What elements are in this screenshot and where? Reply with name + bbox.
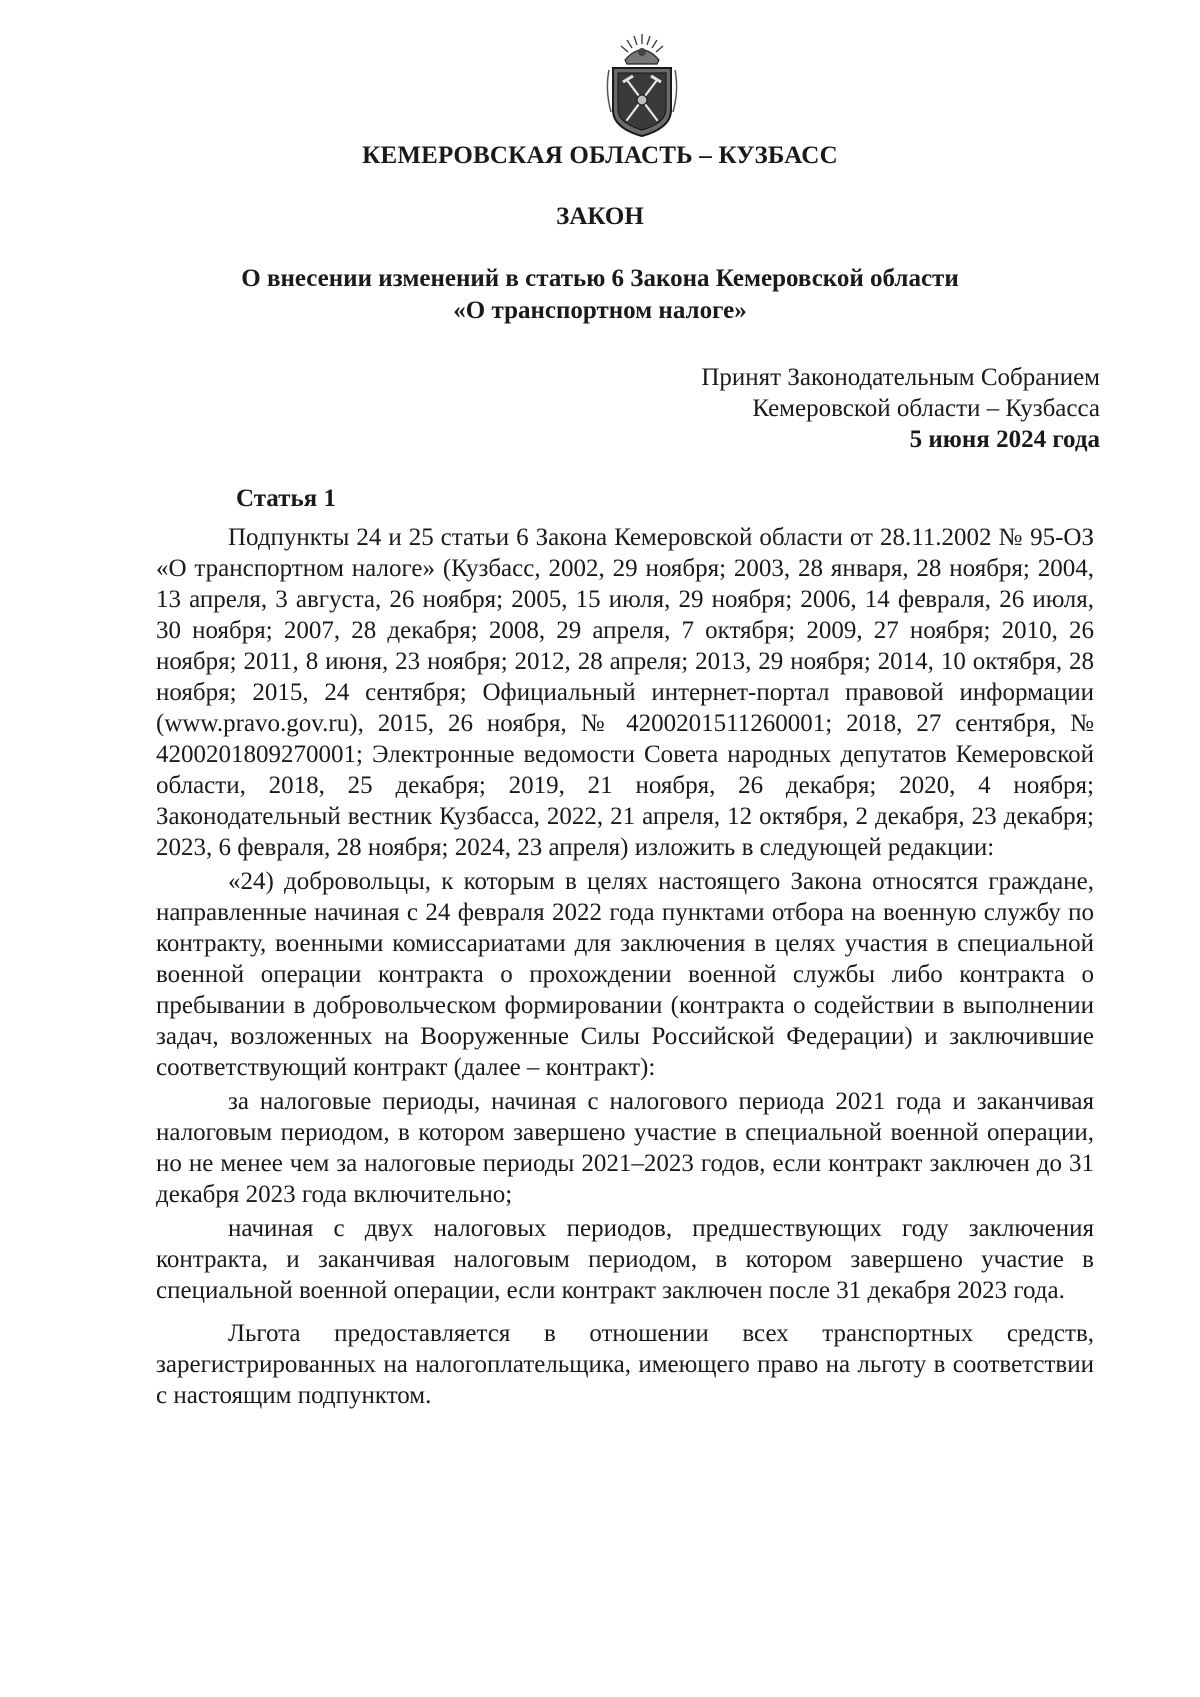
paragraph: «24) добровольцы, к которым в целях настоящего Закона относятся граждане, направленные начиная с 24 февраля 2022 года пунктами отбора на военную службу по контракту, военными комиссариатами для заключения в целях участия в специальной военной операции контракта о прохождении военной службы либо контракта о пребывании в добровольческом формировании (контракта о содействии в выполнении задач, возложенных на Вооруженные Силы Российской Федерации) и заключившие соответствующий контракт (далее – контракт): bbox=[156, 868, 1094, 1081]
document-type: ЗАКОН bbox=[556, 203, 644, 230]
adoption-line-1: Принят Законодательным Собранием bbox=[701, 364, 1100, 391]
law-title-line-1: О внесении изменений в статью 6 Закона Кемеровской области bbox=[241, 265, 959, 292]
paragraph: начиная с двух налоговых периодов, предшествующих году заключения контракта, и заканчивая налоговым периодом, в котором завершено участие в специальной военной операции, если контракт заключен после 31 декабря 2023 года. bbox=[156, 1215, 1094, 1304]
article-body bbox=[156, 522, 1094, 1411]
coat-of-arms-icon bbox=[603, 30, 681, 142]
adoption-date: 5 июня 2024 года bbox=[909, 426, 1100, 453]
law-title bbox=[0, 263, 1200, 327]
paragraph: Льгота предоставляется в отношении всех транспортных средств, зарегистрированных на налогоплательщика, имеющего право на льготу в соответствии с настоящим подпунктом. bbox=[156, 1320, 1094, 1409]
paragraph: Подпункты 24 и 25 статьи 6 Закона Кемеровской области от 28.11.2002 № 95-ОЗ «О транспортном налоге» (Кузбасс, 2002, 29 ноября; 2003, 28 января, 28 ноября; 2004, 13 апреля, 3 августа, 26 ноября; 2005, 15 июля, 29 ноября; 2006, 14 февраля, 26 июля, 30 ноября; 2007, 28 декабря; 2008, 29 апреля, 7 октября; 2009, 27 ноября; 2010, 26 ноября; 2011, 8 июня, 23 ноября; 2012, 28 апреля; 2013, 29 ноября; 2014, 10 октября, 28 ноября; 2015, 24 сентября; Официальный интернет-портал правовой информации (www.pravo.gov.ru), 2015, 26 ноября, № 4200201511260001; 2018, 27 сентября, № 4200201809270001; Электронные ведомости Совета народных депутатов Кемеровской области, 2018, 25 декабря; 2019, 21 ноября, 26 декабря; 2020, 4 ноября; Законодательный вестник Кузбасса, 2022, 21 апреля, 12 октября, 2 декабря, 23 декабря; 2023, 6 февраля, 28 ноября; 2024, 23 апреля) изложить в следующей редакции: bbox=[156, 524, 1094, 861]
article-heading: Статья 1 bbox=[236, 485, 336, 512]
region-name: КЕМЕРОВСКАЯ ОБЛАСТЬ – КУЗБАСС bbox=[362, 142, 838, 169]
law-title-line-2: «О транспортном налоге» bbox=[453, 297, 747, 324]
paragraph: за налоговые периоды, начиная с налогового периода 2021 года и заканчивая налоговым периодом, в котором завершено участие в специальной военной операции, но не менее чем за налоговые периоды 2021–2023 годов, если контракт заключен до 31 декабря 2023 года включительно; bbox=[156, 1088, 1094, 1208]
adoption-info bbox=[701, 362, 1100, 455]
adoption-line-2: Кемеровской области – Кузбасса bbox=[752, 395, 1100, 422]
